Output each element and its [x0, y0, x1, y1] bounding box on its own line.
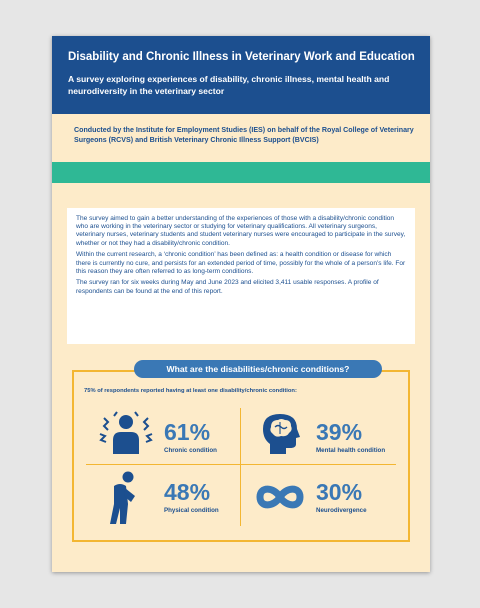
stat-physical-label: Physical condition [164, 507, 219, 514]
report-page [52, 36, 430, 572]
report-header [52, 36, 430, 114]
intro-paragraph: The survey aimed to gain a better understanding of the experiences of those with a disability/chronic condition who are working in the veterinary sector or studying for veterinary qualifications. All veterinary surgeons, veterinary nurses, veterinary students and student veterinary nurses were encouraged to participate in the survey, whether or not they had a disability/chronic condition. [76, 215, 406, 247]
stat-mental-label: Mental health condition [316, 447, 386, 454]
horizontal-divider [86, 464, 396, 465]
stat-chronic-value: 61% [164, 419, 211, 445]
infinity-icon [254, 482, 306, 512]
head-brain-icon [260, 410, 302, 456]
intro-paragraph: Within the current research, a ‘chronic condition’ has been defined as: a health condition or disease for which there is currently no cure, and persists for an extended period of time, possibly for the whole of a person’s life. For this reason they are often referred to as long-term conditions. [76, 251, 406, 275]
conducted-by-text: Conducted by the Institute for Employment Studies (IES) on behalf of the Royal College of Veterinary Surgeons (RCVS) and British Veterinary Chronic Illness Support (BVCIS) [74, 126, 414, 144]
person-back-pain-icon [106, 470, 140, 526]
stat-neuro-value: 30% [316, 479, 363, 505]
report-title: Disability and Chronic Illness in Veterinary Work and Education [68, 51, 415, 63]
report-subtitle: A survey exploring experiences of disability, chronic illness, mental health and neurodiversity in the veterinary sector [68, 74, 390, 96]
stat-chronic-label: Chronic condition [164, 447, 217, 454]
decorative-band [52, 162, 430, 183]
person-pain-icon [98, 410, 154, 456]
conditions-heading: What are the disabilities/chronic conditions? [134, 360, 382, 378]
stat-physical-value: 48% [164, 479, 211, 505]
intro-panel [67, 208, 415, 344]
respondents-note: 75% of respondents reported having at least one disability/chronic condition: [84, 388, 297, 394]
stat-neuro-label: Neurodivergence [316, 507, 367, 514]
intro-paragraph: The survey ran for six weeks during May and June 2023 and elicited 3,411 usable responses. A profile of respondents can be found at the end of this report. [76, 279, 379, 295]
stat-mental-value: 39% [316, 419, 363, 445]
vertical-divider [240, 408, 241, 526]
